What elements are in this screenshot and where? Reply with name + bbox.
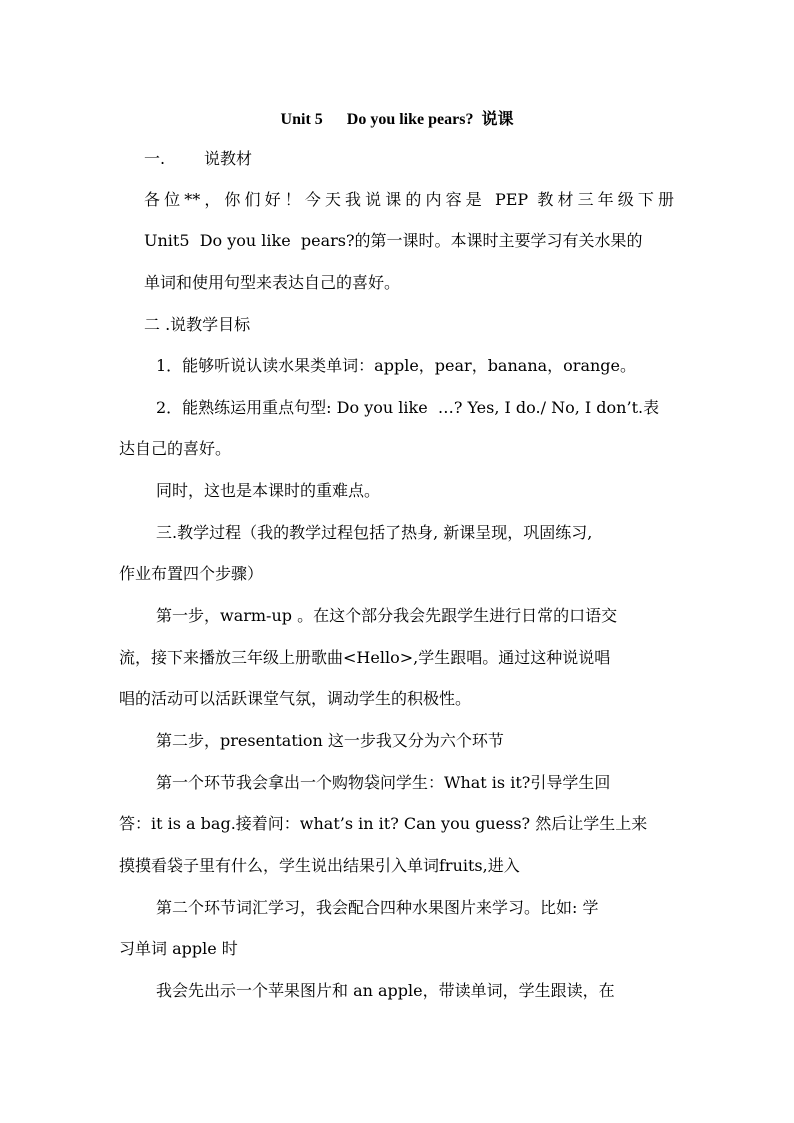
paragraph-line: 第一步，warm-up 。在这个部分我会先跟学生进行日常的口语交 (156, 606, 618, 625)
page-title: Unit 5 Do you like pears? 说课 (280, 111, 514, 128)
goal-item-2-cont: 达自己的喜好。 (119, 439, 232, 458)
paragraph-line: 第二个环节词汇学习，我会配合四种水果图片来学习。比如: 学 (156, 898, 599, 917)
paragraph-line: 第一个环节我会拿出一个购物袋问学生：What is it?引导学生回 (156, 773, 611, 792)
paragraph-line: 流，接下来播放三年级上册歌曲<Hello>,学生跟唱。通过这种说说唱 (119, 648, 611, 667)
section-heading-2: 二 .说教学目标 (144, 315, 251, 334)
paragraph-line: 第二步，presentation 这一步我又分为六个环节 (156, 731, 504, 750)
section-heading-3: 三.教学过程（我的教学过程包括了热身, 新课呈现，巩固练习, (156, 523, 593, 542)
paragraph-line: 习单词 apple 时 (119, 939, 238, 958)
paragraph-line: 摸摸看袋子里有什么，学生说出结果引入单词fruits,进入 (119, 856, 520, 875)
goal-item-1: 1．能够听说认读水果类单词：apple，pear，banana，orange。 (156, 356, 636, 375)
section-heading-1 (144, 148, 252, 170)
paragraph-line: 我会先出示一个苹果图片和 an apple，带读单词，学生跟读，在 (156, 981, 615, 1000)
paragraph-line: 唱的活动可以活跃课堂气氛，调动学生的积极性。 (119, 689, 472, 708)
paragraph-line: 各位**，你们好！今天我说课的内容是 PEP 教材三年级下册 (144, 190, 674, 209)
section-heading-3-cont: 作业布置四个步骤） (119, 564, 264, 583)
section-title: 说教材 (204, 149, 253, 168)
paragraph-line: 答：it is a bag.接着问：what’s in it? Can you guess? 然后让学生上来 (119, 814, 648, 833)
paragraph-line: 同时，这也是本课时的重难点。 (156, 481, 381, 500)
paragraph-line: Unit5 Do you like pears?的第一课时。本课时主要学习有关水果的 (144, 231, 643, 250)
section-number: 一. (144, 149, 166, 168)
goal-item-2: 2．能熟练运用重点句型: Do you like …? Yes, I do./ No, I don’t.表 (156, 398, 660, 417)
paragraph-line: 单词和使用句型来表达自己的喜好。 (144, 273, 401, 292)
